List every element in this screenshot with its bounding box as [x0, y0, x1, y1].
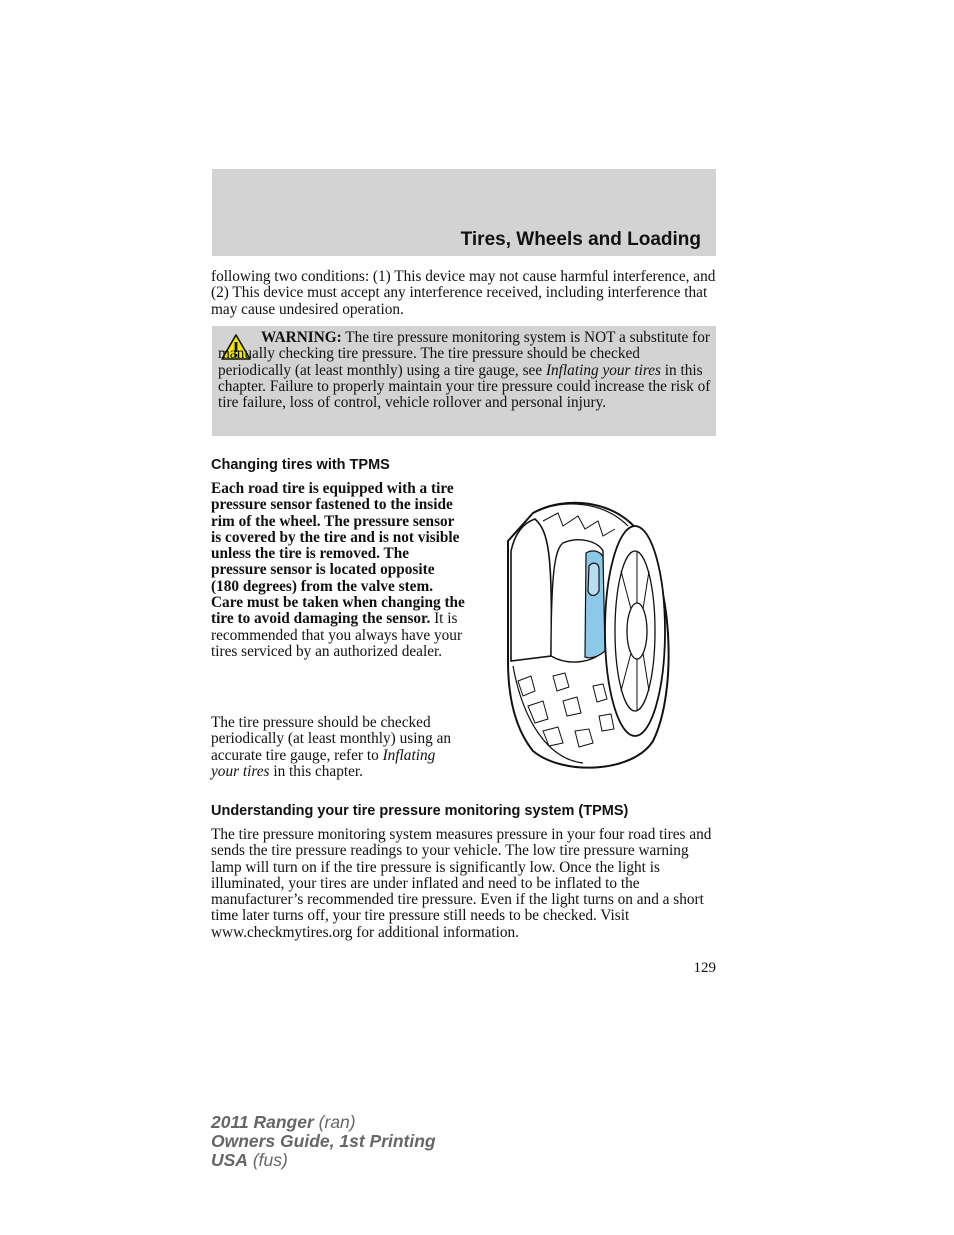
changing-normal-text: It is recommended that you always have your tires serviced by an authorized dealer.	[211, 610, 463, 660]
warning-label: WARNING:	[261, 329, 342, 346]
intro-paragraph: following two conditions: (1) This device may not cause harmful interference, and (2) This device must accept any interference received, including interference that may cause undesired operation.	[211, 268, 716, 318]
warning-link-inflating: Inflating your tires	[545, 361, 661, 379]
heading-changing-tires: Changing tires with TPMS	[211, 457, 390, 473]
changing-para2-link: Inflating your tires	[211, 746, 436, 780]
footer-info	[211, 1113, 436, 1170]
footer-model: 2011 Ranger	[211, 1112, 314, 1132]
changing-para2-before: The tire pressure should be checked periodically (at least monthly) using an accurate tire gauge, refer to	[211, 714, 452, 764]
warning-box	[212, 326, 716, 436]
warning-text-before: The tire pressure monitoring system is NOT a substitute for manually checking tire pressure. The tire pressure should be checked periodically (at least monthly) using a tire gauge, see	[218, 329, 710, 379]
warning-text-after: in this chapter. Failure to properly maintain your tire pressure could increase the risk of tire failure, loss of control, vehicle rollover and personal injury.	[218, 361, 711, 412]
page-number: 129	[693, 960, 716, 976]
footer-model-code: (ran)	[313, 1112, 356, 1132]
section-header-band	[212, 169, 716, 256]
understanding-paragraph: The tire pressure monitoring system measures pressure in your four road tires and sends the tire pressure readings to your vehicle. The low tire pressure warning lamp will turn on if the tire pressure is significantly low. Once the light is illuminated, your tires are under inflated and need to be inflated to the manufacturer’s recommended tire pressure. Even if the light turns on and a short time later turns off, your tire pressure still needs to be checked. Visit www.checkmytires.org for additional information.	[211, 826, 712, 941]
footer-guide: Owners Guide, 1st Printing	[211, 1131, 436, 1151]
footer-line-2	[211, 1132, 436, 1151]
footer-line-1	[211, 1113, 436, 1132]
changing-bold-text: Each road tire is equipped with a tire pressure sensor fastened to the inside rim of the wheel. The pressure sensor is covered by the tire and is not visible unless the tire is removed. The pressure sensor is located opposite (180 degrees) from the valve stem. Care must be taken when changing the tire to avoid damaging the sensor.	[211, 480, 465, 628]
section-title: Tires, Wheels and Loading	[460, 229, 701, 250]
tire-pressure-sensor-illustration	[503, 491, 678, 776]
footer-line-3	[211, 1151, 436, 1170]
changing-paragraph-1	[211, 481, 466, 660]
changing-para2-after: in this chapter.	[269, 762, 363, 780]
footer-market: USA	[211, 1150, 248, 1170]
footer-market-code: (fus)	[247, 1150, 288, 1170]
warning-text	[218, 330, 713, 411]
changing-paragraph-2	[211, 715, 466, 780]
heading-understanding-tpms: Understanding your tire pressure monitoring system (TPMS)	[211, 803, 629, 819]
